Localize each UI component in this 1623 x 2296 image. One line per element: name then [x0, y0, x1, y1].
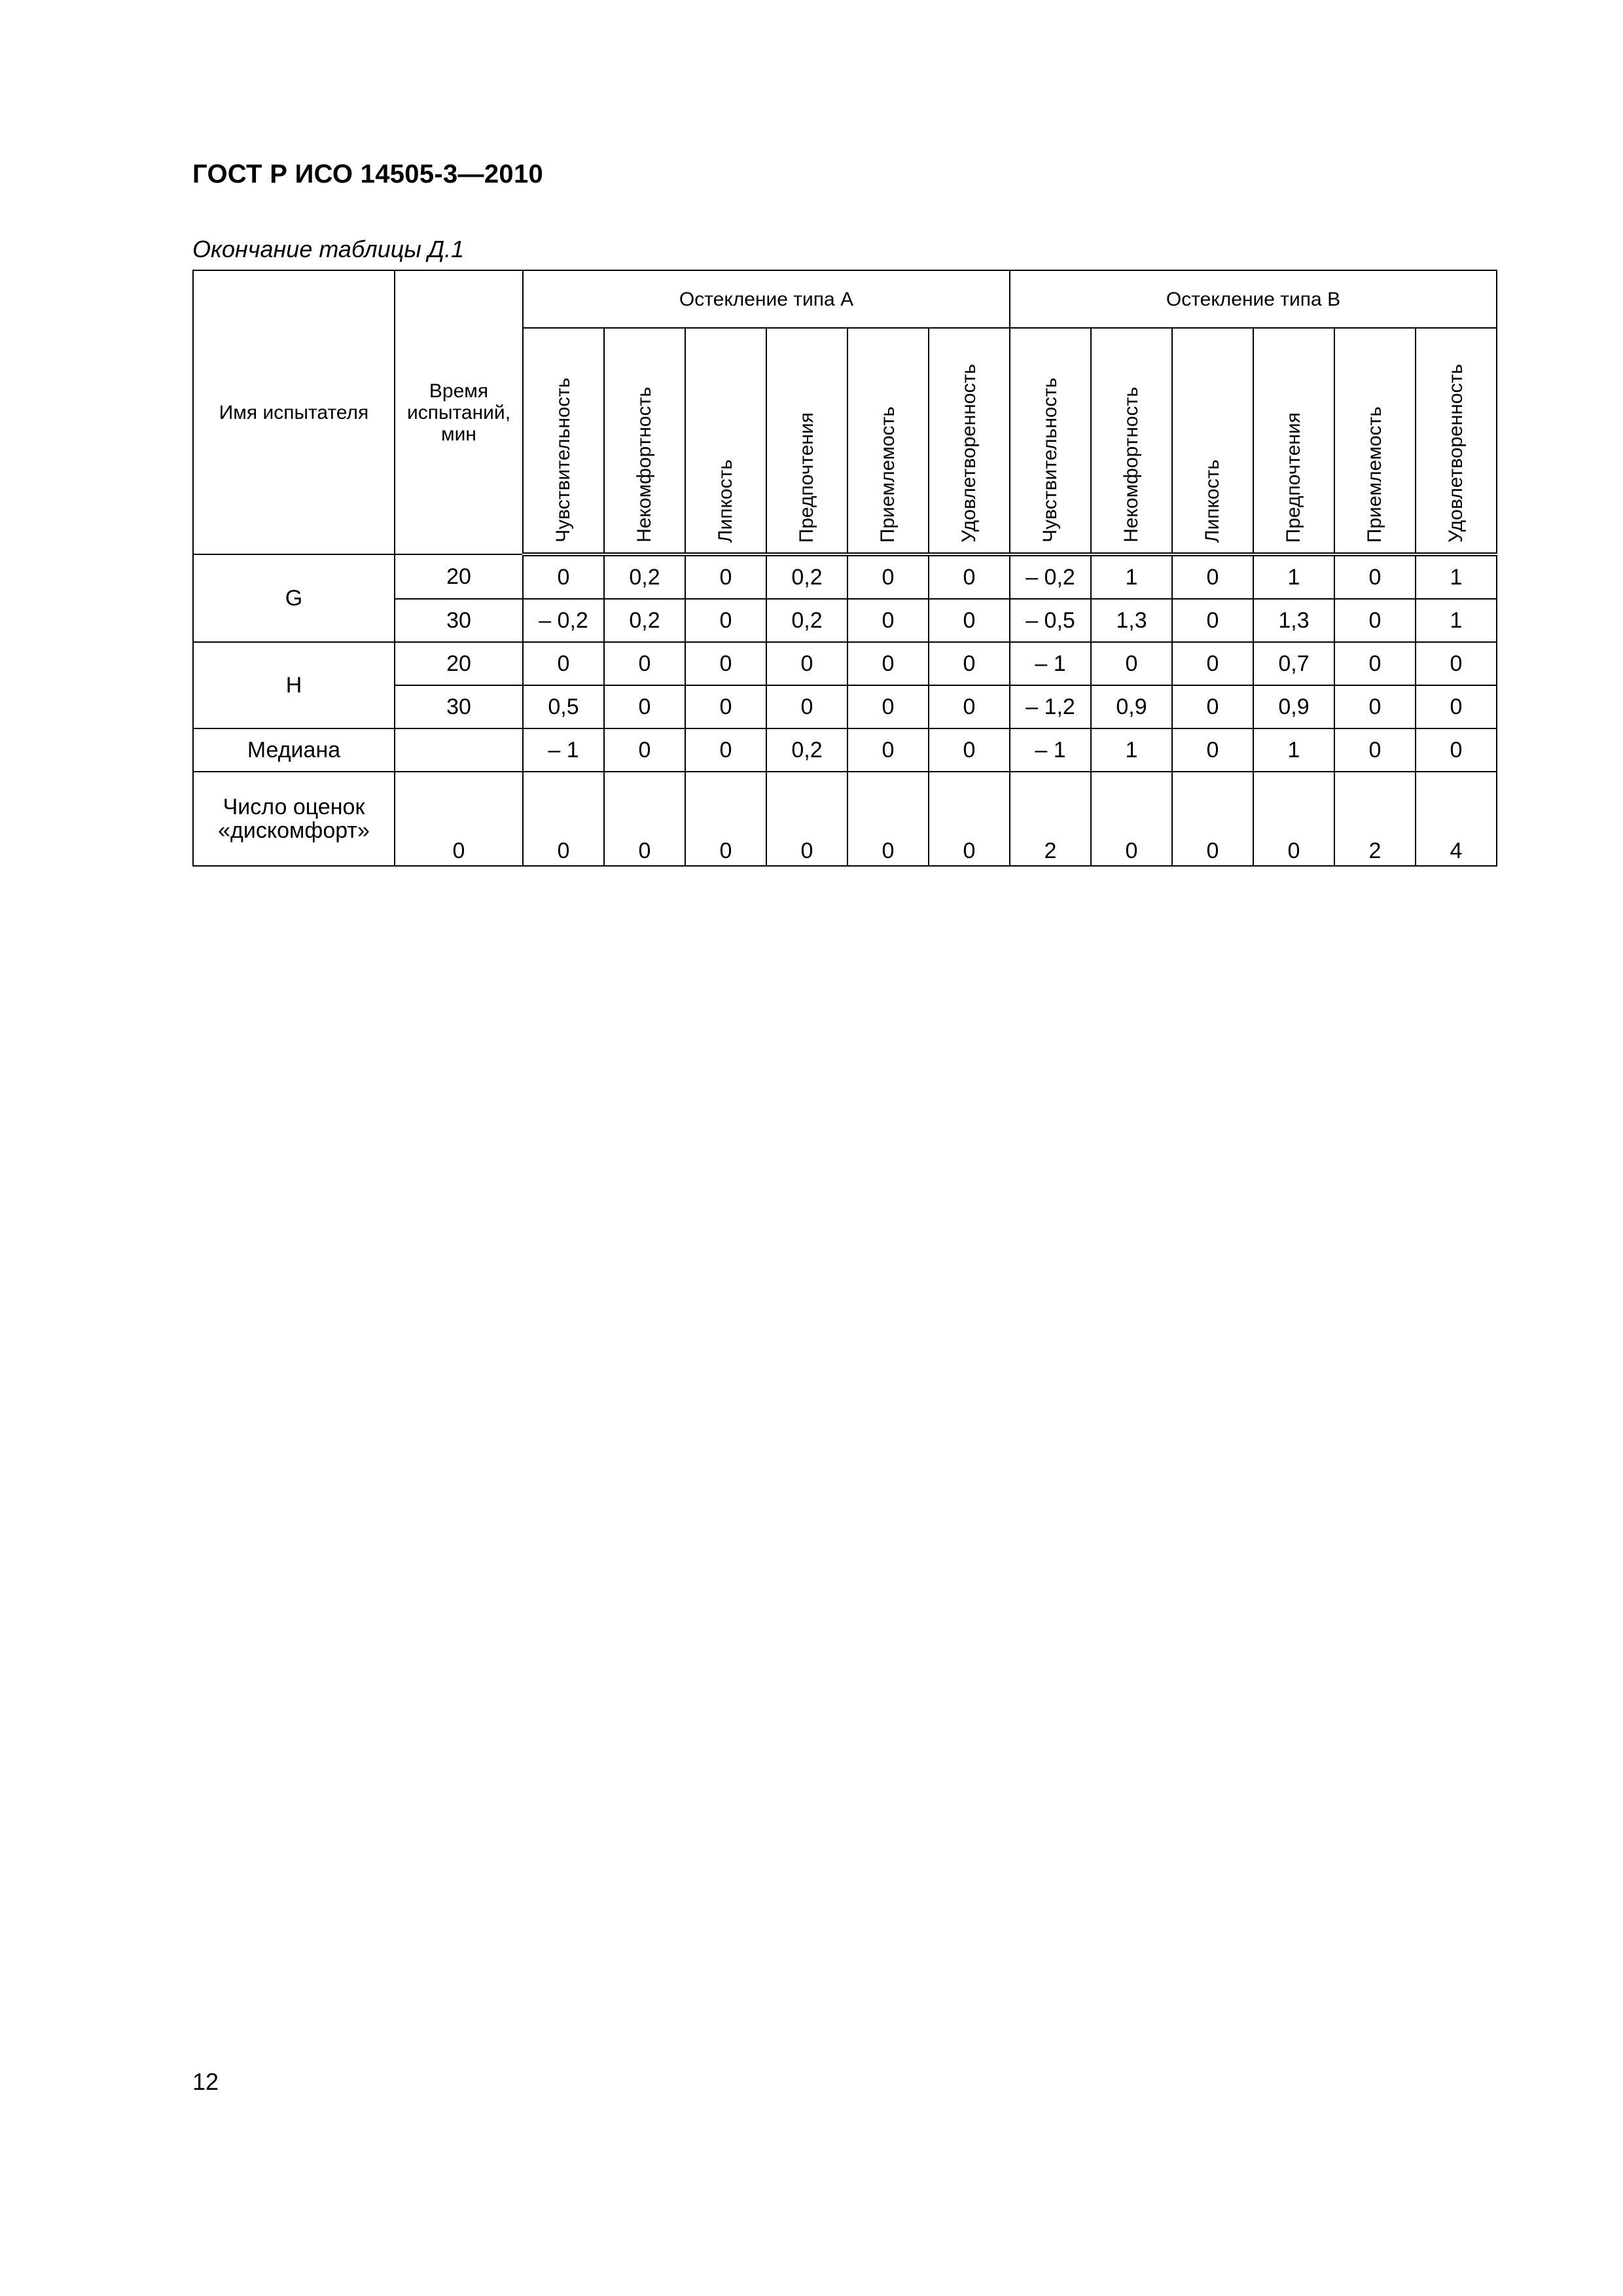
cell: 0 [685, 728, 766, 772]
cell: 0 [1253, 772, 1334, 866]
cell: 0 [1416, 685, 1497, 728]
subheader-a-discomfort: Некомфортность [604, 328, 685, 554]
table-row [193, 554, 1497, 599]
cell: 0 [685, 599, 766, 642]
cell: 1,3 [1253, 599, 1334, 642]
table-caption: Окончание таблицы Д.1 [192, 236, 465, 262]
subheader-b-stickiness: Липкость [1172, 328, 1253, 554]
cell: 0 [766, 772, 847, 866]
cell: 0 [395, 772, 523, 866]
tester-name: H [193, 642, 395, 728]
cell: 0,9 [1253, 685, 1334, 728]
cell: 0 [1091, 642, 1172, 685]
cell: 0 [847, 642, 929, 685]
median-label: Медиана [193, 728, 395, 772]
subheader-a-preference: Предпочтения [766, 328, 847, 554]
cell: 0 [685, 554, 766, 599]
cell: 0,7 [1253, 642, 1334, 685]
cell: 0 [929, 772, 1010, 866]
cell: 0,2 [604, 554, 685, 599]
cell: 0 [847, 685, 929, 728]
test-time [395, 728, 523, 772]
cell: 0 [685, 685, 766, 728]
cell: 0 [685, 772, 766, 866]
subheader-b-preference: Предпочтения [1253, 328, 1334, 554]
cell: 0 [1334, 599, 1416, 642]
test-time: 30 [395, 599, 523, 642]
header-glazing-b: Остекление типа В [1010, 270, 1497, 328]
cell: 0 [604, 685, 685, 728]
cell: 2 [1334, 772, 1416, 866]
subheader-b-satisfaction: Удовлетворенность [1416, 328, 1497, 554]
cell: 0 [929, 685, 1010, 728]
cell: 1 [1253, 728, 1334, 772]
cell: 0 [1416, 728, 1497, 772]
discomfort-label: Число оценок «дискомфорт» [193, 772, 395, 866]
subheader-a-stickiness: Липкость [685, 328, 766, 554]
cell: – 1 [1010, 642, 1091, 685]
median-row [193, 728, 1497, 772]
cell: – 0,5 [1010, 599, 1091, 642]
cell: 0 [1334, 642, 1416, 685]
subheader-b-sensitivity: Чувствительность [1010, 328, 1091, 554]
cell: 0,5 [523, 685, 604, 728]
cell: 0 [929, 728, 1010, 772]
cell: 0 [1172, 642, 1253, 685]
tester-name: G [193, 554, 395, 642]
test-time: 20 [395, 554, 523, 599]
cell: 0 [1334, 554, 1416, 599]
cell: 0 [523, 772, 604, 866]
header-glazing-a: Остекление типа А [523, 270, 1010, 328]
cell: 0 [1172, 599, 1253, 642]
cell: 0 [604, 728, 685, 772]
test-time: 20 [395, 642, 523, 685]
subheader-b-discomfort: Некомфортность [1091, 328, 1172, 554]
cell: 0 [929, 554, 1010, 599]
ratings-table [192, 270, 1497, 867]
cell: 1 [1416, 599, 1497, 642]
page-number: 12 [192, 2068, 219, 2095]
cell: 0 [1334, 728, 1416, 772]
cell: 0 [847, 728, 929, 772]
cell: 0 [929, 599, 1010, 642]
document-header: ГОСТ Р ИСО 14505-3—2010 [192, 160, 544, 188]
cell: 1 [1091, 554, 1172, 599]
subheader-a-sensitivity: Чувствительность [523, 328, 604, 554]
test-time: 30 [395, 685, 523, 728]
cell: 0 [1091, 772, 1172, 866]
cell: 0 [929, 642, 1010, 685]
cell: 0,2 [766, 599, 847, 642]
cell: 0 [1172, 554, 1253, 599]
cell: 0 [847, 599, 929, 642]
cell: – 1,2 [1010, 685, 1091, 728]
cell: 0 [766, 685, 847, 728]
cell: – 1 [523, 728, 604, 772]
cell: 0,9 [1091, 685, 1172, 728]
cell: 0 [523, 642, 604, 685]
cell: 0,2 [766, 728, 847, 772]
cell: 0 [1416, 642, 1497, 685]
cell: – 0,2 [523, 599, 604, 642]
discomfort-count-row [193, 772, 1497, 866]
cell: 0 [685, 642, 766, 685]
cell: 1 [1091, 728, 1172, 772]
cell: 1,3 [1091, 599, 1172, 642]
cell: 2 [1010, 772, 1091, 866]
cell: 0 [766, 642, 847, 685]
subheader-b-acceptability: Приемлемость [1334, 328, 1416, 554]
cell: 0 [1172, 728, 1253, 772]
subheader-a-acceptability: Приемлемость [847, 328, 929, 554]
cell: 4 [1416, 772, 1497, 866]
table-row [193, 642, 1497, 685]
cell: 0 [523, 554, 604, 599]
cell: 0 [1172, 685, 1253, 728]
cell: 0 [847, 772, 929, 866]
cell: 0 [604, 772, 685, 866]
cell: 0 [1334, 685, 1416, 728]
cell: – 0,2 [1010, 554, 1091, 599]
cell: 0 [604, 642, 685, 685]
cell: 0 [1172, 772, 1253, 866]
cell: – 1 [1010, 728, 1091, 772]
subheader-a-satisfaction: Удовлетворенность [929, 328, 1010, 554]
cell: 0,2 [604, 599, 685, 642]
cell: 1 [1416, 554, 1497, 599]
cell: 0,2 [766, 554, 847, 599]
header-time: Время испытаний, мин [395, 270, 523, 554]
cell: 0 [847, 554, 929, 599]
cell: 1 [1253, 554, 1334, 599]
header-tester: Имя испытателя [193, 270, 395, 554]
